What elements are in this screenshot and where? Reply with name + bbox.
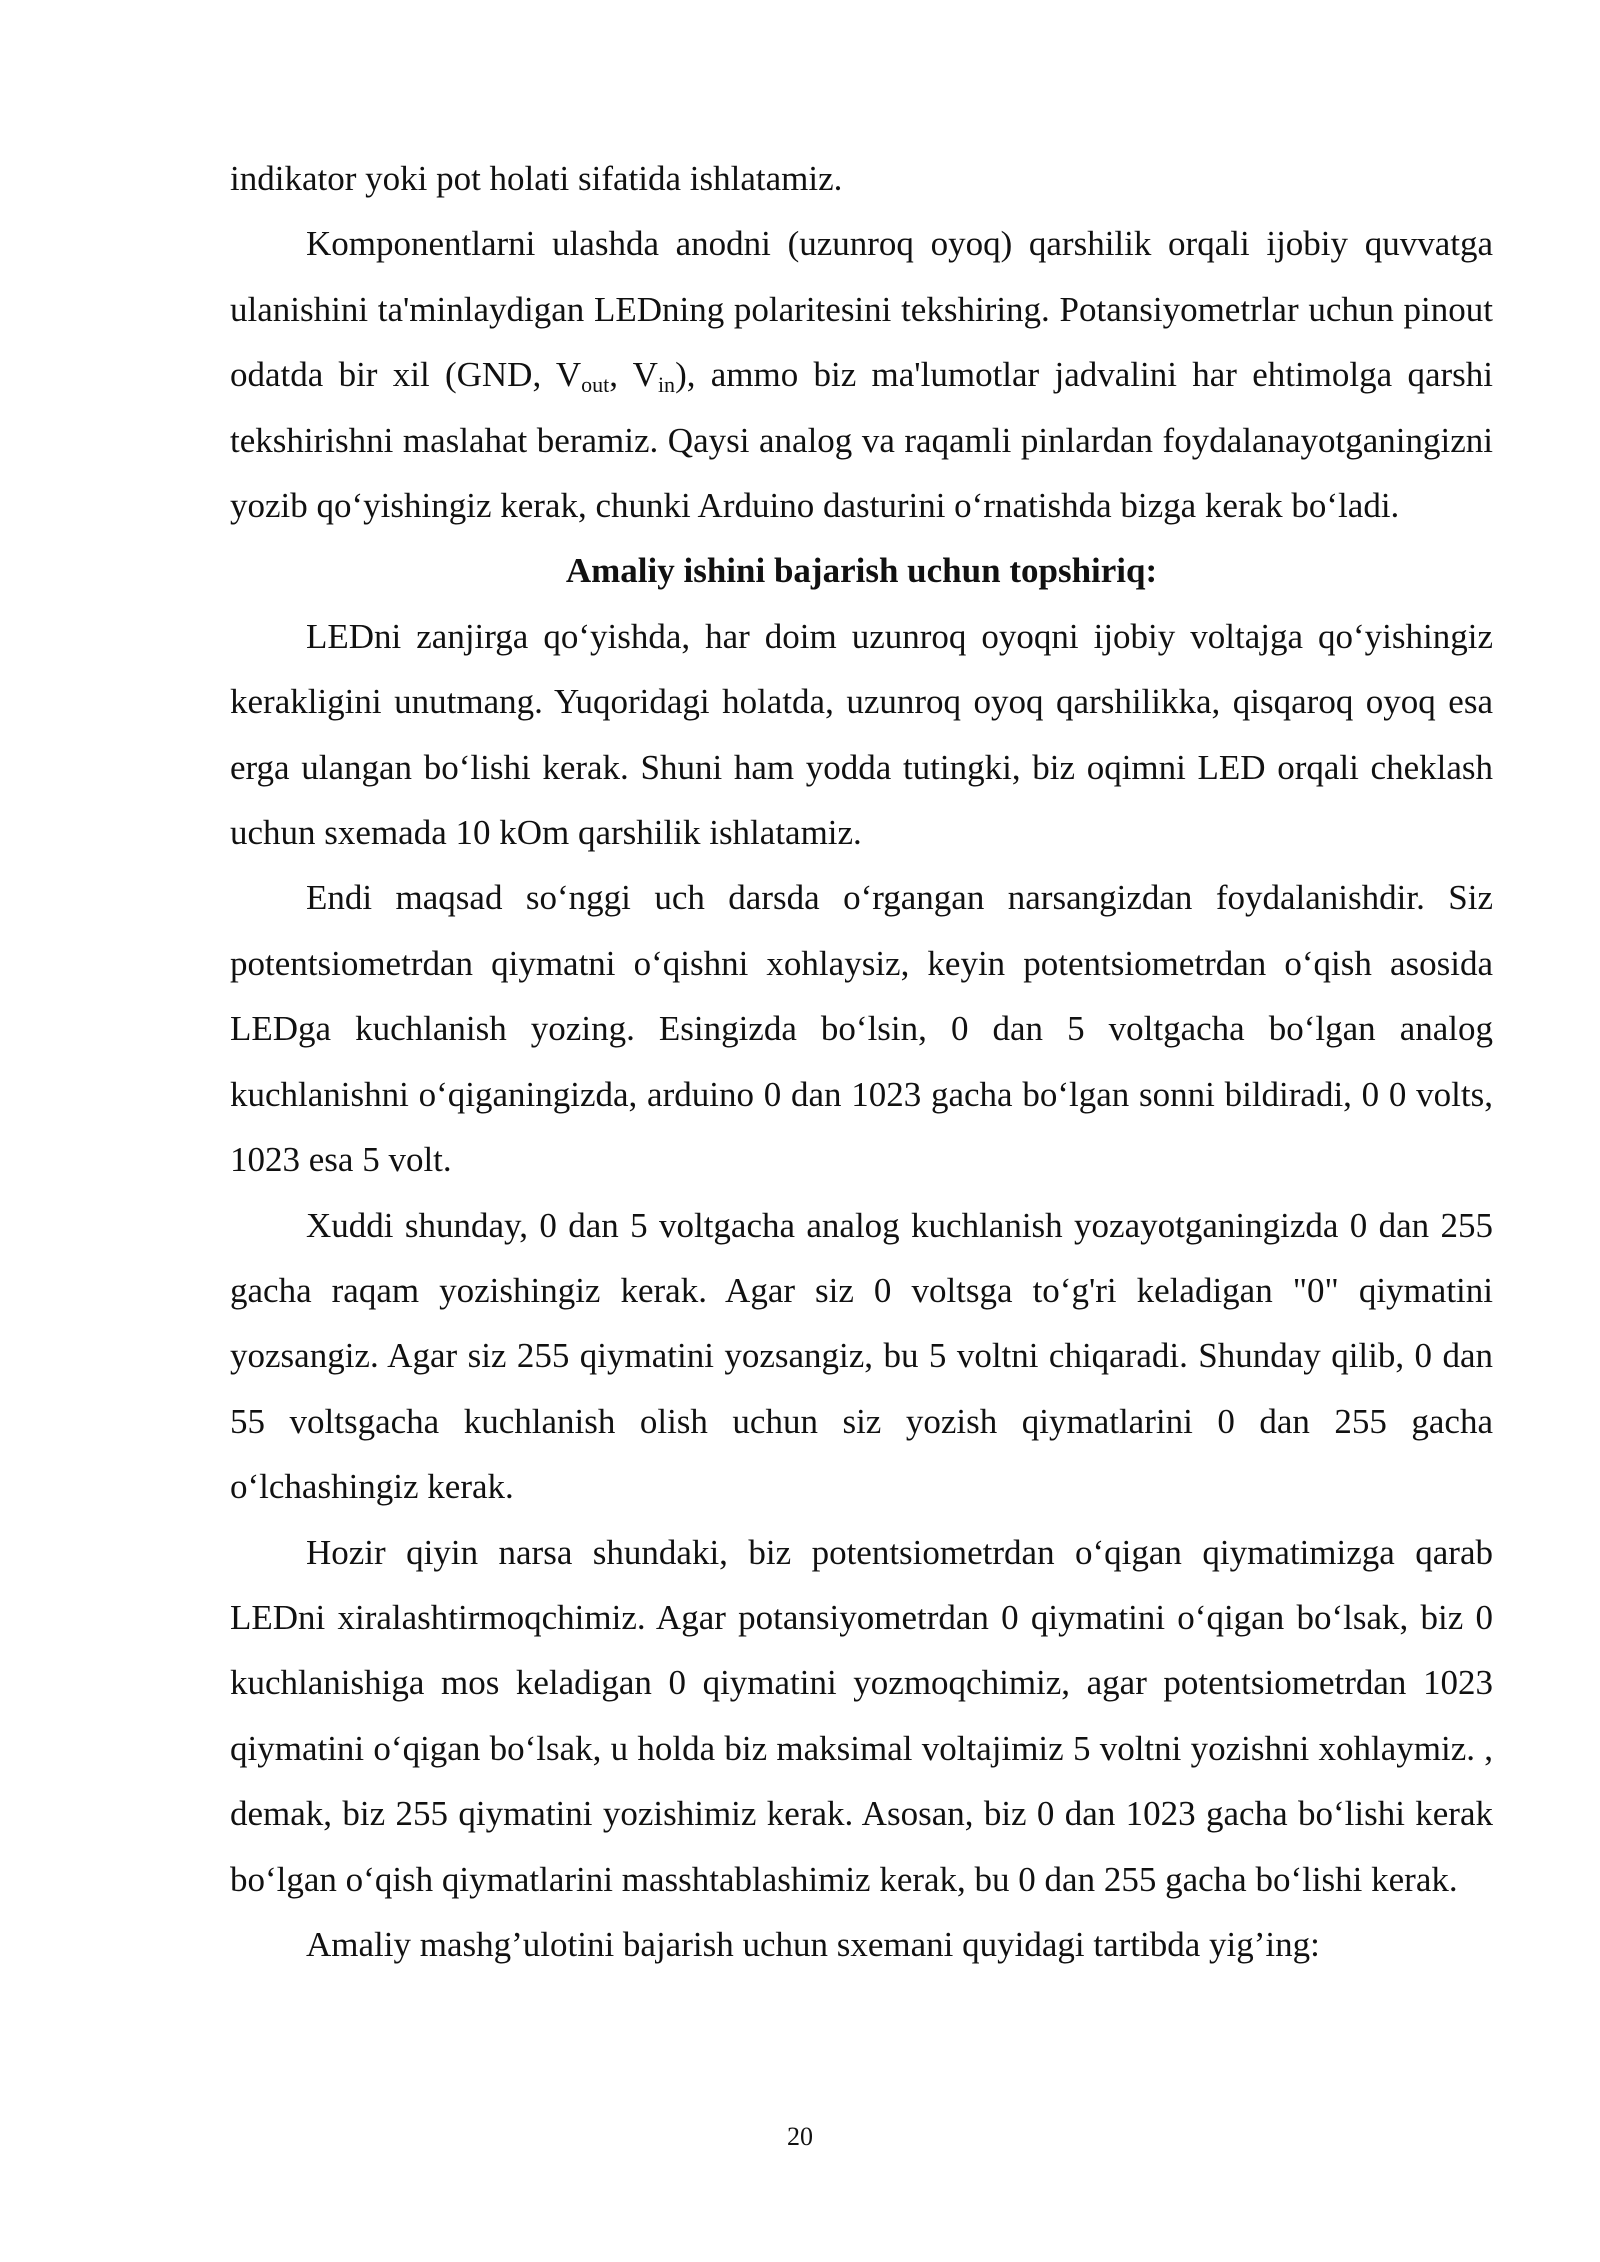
text-run: Komponentlarni ulashda anodni (uzunroq oyoq) qarshilik orqali ijobiy quvvatga ulanishini ta'minlaydigan LEDning polaritesini tekshiring. Potansiyometrlar uchun pinout odatda bir xil (GND, V: [230, 224, 1493, 395]
page-number: 20: [787, 2122, 813, 2151]
paragraph-assembly: Amaliy mashg’ulotini bajarish uchun sxemani quyidagi tartibda yig’ing:: [306, 1924, 1320, 1964]
subscript-in: in: [657, 372, 676, 398]
body-text: [230, 146, 1493, 1977]
paragraph-goal: Endi maqsad so‘nggi uch darsda o‘rgangan narsangizdan foydalanishdir. Siz potentsiometrdan qiymatni o‘qishni xohlaysiz, keyin potentsiometrdan o‘qish asosida LEDga kuchlanish yozing. Esingizda bo‘lsin, 0 dan 5 voltgacha bo‘lgan analog kuchlanishni o‘qiganingizda, arduino 0 dan 1023 gacha bo‘lgan sonni bildiradi, 0 0 volts, 1023 esa 5 volt.: [230, 878, 1493, 1180]
paragraph-continuation: indikator yoki pot holati sifatida ishlatamiz.: [230, 159, 843, 198]
paragraph-analog-write: Xuddi shunday, 0 dan 5 voltgacha analog kuchlanish yozayotganingizda 0 dan 255 gacha raqam yozishingiz kerak. Agar siz 0 voltsga to‘g'ri keladigan "0" qiymatini yozsangiz. Agar siz 255 qiymatini yozsangiz, bu 5 voltni chiqaradi. Shunday qilib, 0 dan 55 voltsgacha kuchlanish olish uchun siz yozish qiymatlarini 0 dan 255 gacha o‘lchashingiz kerak.: [230, 1205, 1493, 1507]
paragraph-dimming: Hozir qiyin narsa shundaki, biz potentsiometrdan o‘qigan qiymatimizga qarab LEDni xiralashtirmoqchimiz. Agar potansiyometrdan 0 qiymatini o‘qigan bo‘lsak, biz 0 kuchlanishiga mos keladigan 0 qiymatini yozmoqchimiz, agar potentsiometrdan 1023 qiymatini o‘qigan bo‘lsak, u holda biz maksimal voltajimiz 5 voltni yozishni xohlaymiz. , demak, biz 255 qiymatini yozishimiz kerak. Asosan, biz 0 dan 1023 gacha bo‘lishi kerak bo‘lgan o‘qish qiymatlarini masshtablashimiz kerak, bu 0 dan 255 gacha bo‘lishi kerak.: [230, 1532, 1493, 1899]
text-run: , V: [609, 355, 658, 395]
section-heading: Amaliy ishini bajarish uchun topshiriq:: [565, 551, 1158, 591]
text-run: ), ammo biz ma'lumotlar jadvalini har ehtimolga qarshi tekshirishni maslahat beramiz. Qaysi analog va raqamli pinlardan foydalanayotganingizni yozib qo‘yishingiz kerak, chunki Arduino dasturini o‘rnatishda bizga kerak bo‘ladi.: [230, 355, 1493, 526]
paragraph-led: LEDni zanjirga qo‘yishda, har doim uzunroq oyoqni ijobiy voltajga qo‘yishingiz kerakligini unutmang. Yuqoridagi holatda, uzunroq oyoq qarshilikka, qisqaroq oyoq esa erga ulangan bo‘lishi kerak. Shuni ham yodda tutingki, biz oqimni LED orqali cheklash uchun sxemada 10 kOm qarshilik ishlatamiz.: [230, 616, 1493, 853]
subscript-out: out: [581, 372, 610, 398]
paragraph-components: [230, 211, 1493, 538]
